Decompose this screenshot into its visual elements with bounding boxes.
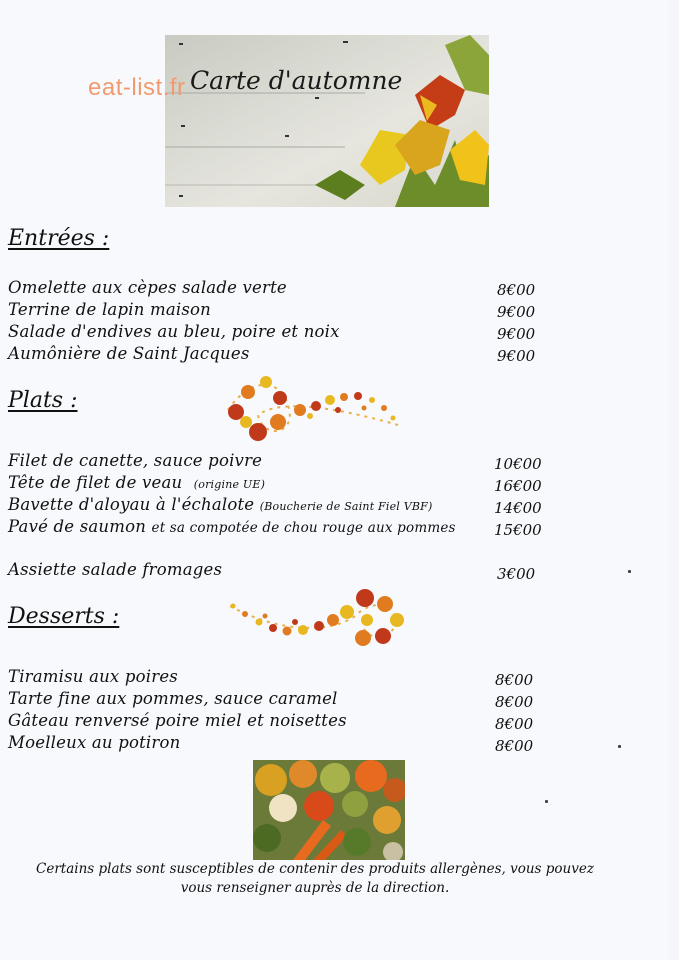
menu-item-price: 9€00: [497, 347, 536, 365]
leaf-swirl-decoration: [218, 370, 403, 459]
scan-speck: [628, 570, 631, 573]
scan-speck: [545, 800, 548, 803]
menu-item: Gâteau renversé poire miel et noisettes: [8, 711, 347, 730]
menu-item-name: Tête de filet de veau: [8, 473, 183, 492]
menu-item-price: 8€00: [495, 671, 534, 689]
allergen-notice: [10, 860, 620, 898]
menu-item-price: 8€00: [495, 693, 534, 711]
menu-item-note: (origine UE): [193, 478, 266, 491]
menu-item: Salade d'endives au bleu, poire et noix: [8, 322, 340, 341]
menu-item-price: 15€00: [494, 521, 542, 539]
menu-item-price: 8€00: [495, 715, 534, 733]
allergen-notice-line: vous renseigner auprès de la direction.: [180, 880, 450, 896]
menu-item-price: 10€00: [494, 455, 542, 473]
menu-item: [8, 495, 432, 514]
menu-item: Aumônière de Saint Jacques: [8, 344, 250, 363]
menu-item-price: 8€00: [495, 737, 534, 755]
menu-item: Omelette aux cèpes salade verte: [8, 278, 287, 297]
header-image: [165, 35, 489, 207]
menu-item: Assiette salade fromages: [8, 560, 223, 579]
vegetables-image: [253, 760, 405, 860]
menu-item: Filet de canette, sauce poivre: [8, 451, 263, 470]
menu-item-price: 9€00: [497, 303, 536, 321]
leaf-swirl-decoration: [225, 576, 410, 665]
menu-item: Terrine de lapin maison: [8, 300, 211, 319]
section-title-desserts: Desserts :: [8, 604, 120, 629]
menu-item-note: et sa compotée de chou rouge aux pommes: [151, 520, 456, 536]
menu-item: [8, 473, 265, 492]
allergen-notice-line: Certains plats sont susceptibles de contenir des produits allergènes, vous pouvez: [36, 861, 594, 877]
menu-item-price: 8€00: [497, 281, 536, 299]
menu-item-price: 3€00: [497, 565, 536, 583]
menu-item-price: 16€00: [494, 477, 542, 495]
menu-title: Carte d'automne: [190, 66, 403, 95]
menu-item: [8, 517, 456, 536]
menu-item-note: (Boucherie de Saint Fiel VBF): [259, 500, 433, 513]
scan-speck: [618, 745, 621, 748]
menu-item: Tarte fine aux pommes, sauce caramel: [8, 689, 338, 708]
menu-item: Moelleux au potiron: [8, 733, 181, 752]
menu-item: Tiramisu aux poires: [8, 667, 178, 686]
section-title-plats: Plats :: [8, 388, 78, 413]
menu-item-price: 9€00: [497, 325, 536, 343]
section-title-entrees: Entrées :: [8, 226, 110, 251]
menu-item-price: 14€00: [494, 499, 542, 517]
watermark: eat-list.fr: [88, 74, 186, 101]
menu-item-name: Pavé de saumon: [8, 517, 147, 536]
menu-item-name: Bavette d'aloyau à l'échalote: [8, 495, 255, 514]
